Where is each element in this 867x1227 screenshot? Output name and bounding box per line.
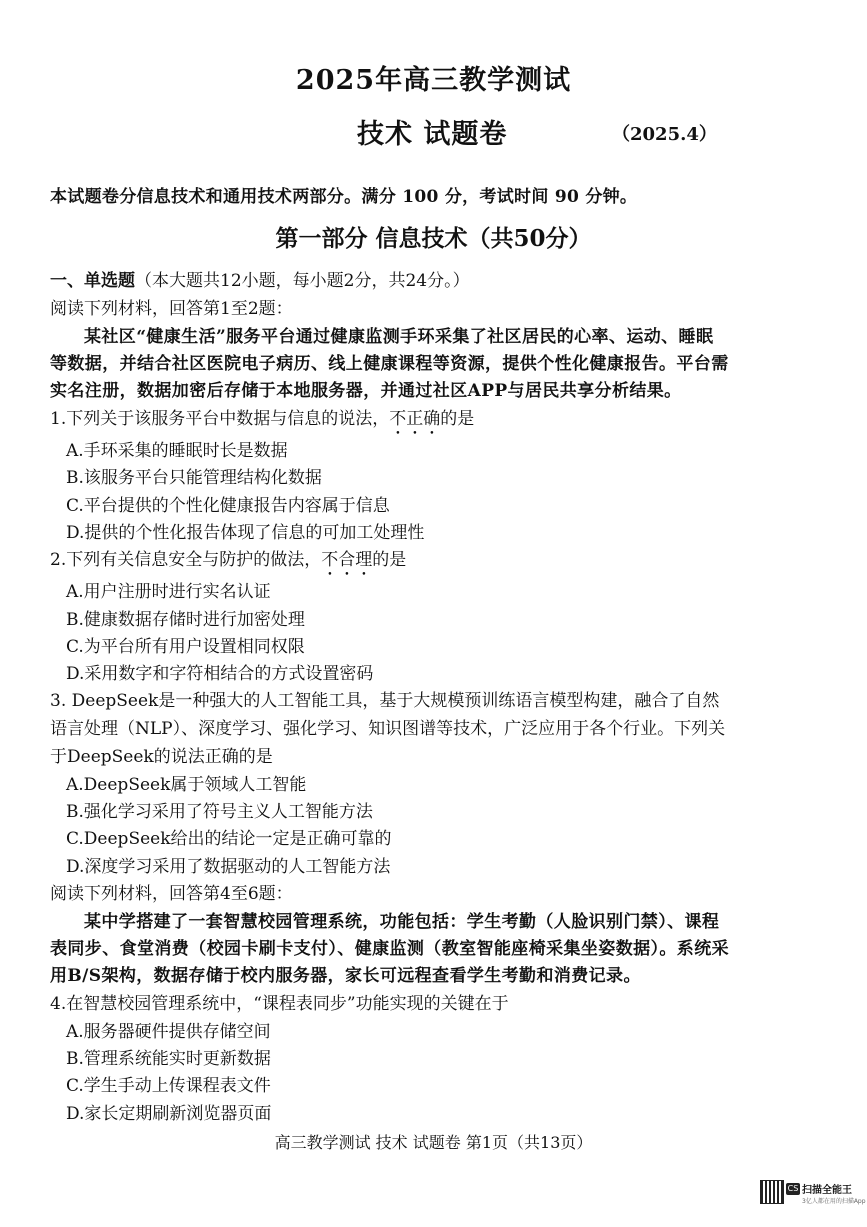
scanner-tagline: 3亿人都在用的扫描App (802, 1198, 866, 1205)
stem-text: 2.下列有关信息安全与防护的做法， (50, 550, 322, 570)
scanner-brand: 扫描全能王 (802, 1185, 852, 1196)
material-line: 某中学搭建了一套智慧校园管理系统，功能包括：学生考勤（人脸识别门禁）、课程 (84, 912, 720, 932)
option-d: D.提供的个性化报告体现了信息的可加工处理性 (66, 523, 425, 543)
exam-subtitle: 技术 试题卷 (357, 119, 508, 150)
section-heading (50, 266, 470, 291)
stem-emphasis: 不合理 (321, 550, 373, 570)
material-line: 用B/S架构，数据存储于校内服务器，家长可远程查看学生考勤和消费记录。 (50, 966, 641, 986)
option-b: B.管理系统能实时更新数据 (66, 1049, 271, 1069)
option-c: C.为平台所有用户设置相同权限 (66, 637, 305, 657)
option-d: D.采用数字和字符相结合的方式设置密码 (66, 664, 374, 684)
material-lead: 阅读下列材料，回答第1至2题： (50, 299, 293, 319)
option-b: B.强化学习采用了符号主义人工智能方法 (66, 802, 373, 822)
stem-text: 的是 (440, 409, 475, 429)
option-d: D.深度学习采用了数据驱动的人工智能方法 (66, 857, 391, 877)
page-footer: 高三教学测试 技术 试题卷 第1页（共13页） (274, 1133, 593, 1152)
question-stem (50, 545, 406, 580)
material-line: 表同步、食堂消费（校园卡刷卡支付）、健康监测（教室智能座椅采集坐姿数据）。系统采 (50, 939, 729, 959)
material-line: 实名注册，数据加密后存储于本地服务器，并通过社区APP与居民共享分析结果。 (50, 381, 682, 401)
question-stem-line: 于DeepSeek的说法正确的是 (50, 747, 273, 767)
option-a: A.用户注册时进行实名认证 (66, 582, 271, 602)
option-a: A.DeepSeek属于领域人工智能 (66, 775, 307, 795)
material-line: 等数据，并结合社区医院电子病历、线上健康课程等资源，提供个性化健康报告。平台需 (50, 354, 729, 374)
option-b: B.健康数据存储时进行加密处理 (66, 610, 305, 630)
stem-text: 1.下列关于该服务平台中数据与信息的说法， (50, 409, 390, 429)
exam-intro: 本试题卷分信息技术和通用技术两部分。满分 100 分，考试时间 90 分钟。 (50, 187, 638, 207)
stem-emphasis: 不正确 (389, 409, 441, 429)
question-stem-line: 3. DeepSeek是一种强大的人工智能工具，基于大规模预训练语言模型构建，融合了自然 (50, 691, 720, 711)
question-stem: 4.在智慧校园管理系统中，“课程表同步”功能实现的关键在于 (50, 994, 509, 1014)
option-d: D.家长定期刷新浏览器页面 (66, 1104, 272, 1124)
option-a: A.手环采集的睡眠时长是数据 (66, 441, 288, 461)
option-c: C.DeepSeek给出的结论一定是正确可靠的 (66, 829, 392, 849)
question-stem (50, 404, 474, 439)
scanner-logo-icon: CS (787, 1184, 799, 1193)
stem-text: 的是 (372, 550, 407, 570)
question-stem-line: 语言处理（NLP）、深度学习、强化学习、知识图谱等技术，广泛应用于各个行业。下列关 (50, 719, 726, 739)
part-title: 第一部分 信息技术（共50分） (275, 225, 592, 252)
option-c: C.平台提供的个性化健康报告内容属于信息 (66, 496, 390, 516)
option-a: A.服务器硬件提供存储空间 (66, 1022, 271, 1042)
exam-title: 2025年高三教学测试 (295, 65, 572, 96)
option-b: B.该服务平台只能管理结构化数据 (66, 468, 322, 488)
exam-date: （2025.4） (612, 124, 717, 145)
material-lead: 阅读下列材料，回答第4至6题： (50, 884, 293, 904)
material-line: 某社区“健康生活”服务平台通过健康监测手环采集了社区居民的心率、运动、睡眠 (84, 327, 714, 347)
section-title: 一、单选题 (50, 271, 135, 291)
qr-code-icon (760, 1180, 784, 1204)
option-c: C.学生手动上传课程表文件 (66, 1076, 271, 1096)
section-note: （本大题共12小题，每小题2分，共24分。） (135, 271, 470, 291)
